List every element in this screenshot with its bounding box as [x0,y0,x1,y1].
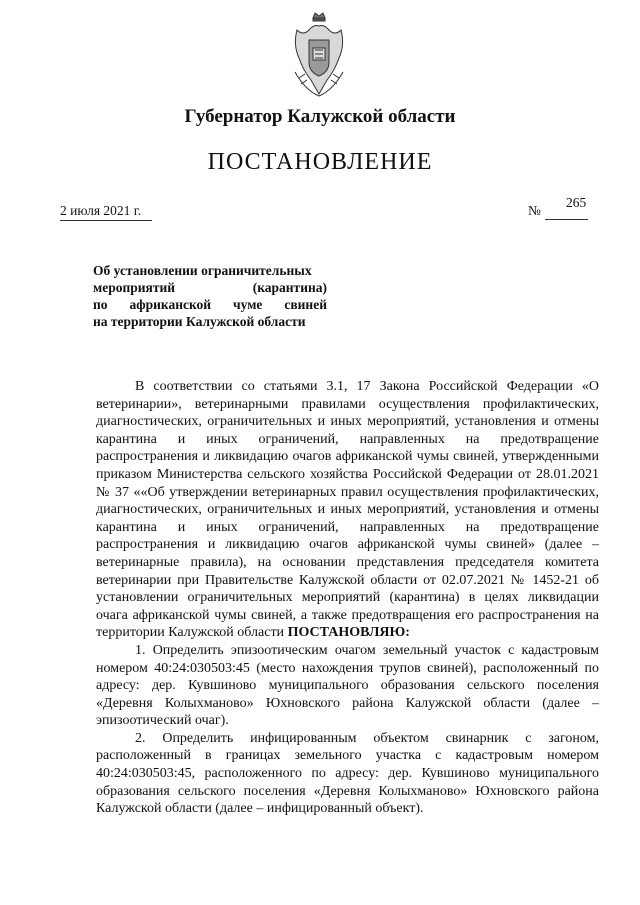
subject-line: Об установлении ограничительных [93,263,312,278]
document-subject [93,262,327,330]
preamble-text: В соответствии со статьями 3.1, 17 Закона Российской Федерации «О ветеринарии», ветеринарными правилами осуществления профилактических, диагностических, ограничительных и иных мероприятий, установления и отмены карантина и иных ограничений, направленных на предотвращение распространения и ликвидацию очагов африканской чумы свиней, утвержденными приказом Министерства сельского хозяйства Российской Федерации от 28.01.2021 № 37 ««Об утверждении ветеринарных правил осуществления профилактических, диагностических, ограничительных и иных мероприятий, установления и отмены карантина и иных ограничений, направленных на предотвращение распространения и ликвидацию очагов африканской чумы свиней» (далее – ветеринарные правила), на основании представления председателя комитета ветеринарии при Правительстве Калужской области от 02.07.2021 № 1452-21 об установлении ограничительных мероприятий (карантина) в целях ликвидации очага африканской чумы свиней, а также предотвращения его распространения на территории Калужской области [96,379,599,641]
number-underline [545,219,588,220]
coat-of-arms-icon [291,10,347,100]
preamble-paragraph [96,378,599,642]
subject-line: мероприятий (карантина) [93,280,327,295]
subject-line: на территории Калужской области [93,314,306,329]
document-number: 265 [566,195,587,210]
subject-line: по африканской чуме свиней [93,297,327,312]
document-type: ПОСТАНОВЛЕНИЕ [207,149,433,175]
decree-item-2: 2. Определить инфицированным объектом свинарник с загоном, расположенный в границах земельного участка с кадастровым номером 40:24:030503:45, расположенного по адресу: дер. Кувшиново муниципального образования сельского поселения «Деревня Колыхманово» Юхновского района Калужской области (далее – инфицированный объект). [96,730,599,817]
document-date: 2 июля 2021 г. [60,203,152,221]
decree-item-1: 1. Определить эпизоотическим очагом земельный участок с кадастровым номером 40:24:030503:45 (место нахождения трупов свиней), расположенный по адресу: дер. Кувшиново муниципального образования сельского поселения «Деревня Колыхманово» Юхновского района Калужской области (далее – эпизоотический очаг). [96,642,599,729]
number-label: № [528,203,541,218]
decree-word: ПОСТАНОВЛЯЮ: [287,625,410,641]
document-body [96,378,599,818]
issuing-authority: Губернатор Калужской области [184,106,456,127]
